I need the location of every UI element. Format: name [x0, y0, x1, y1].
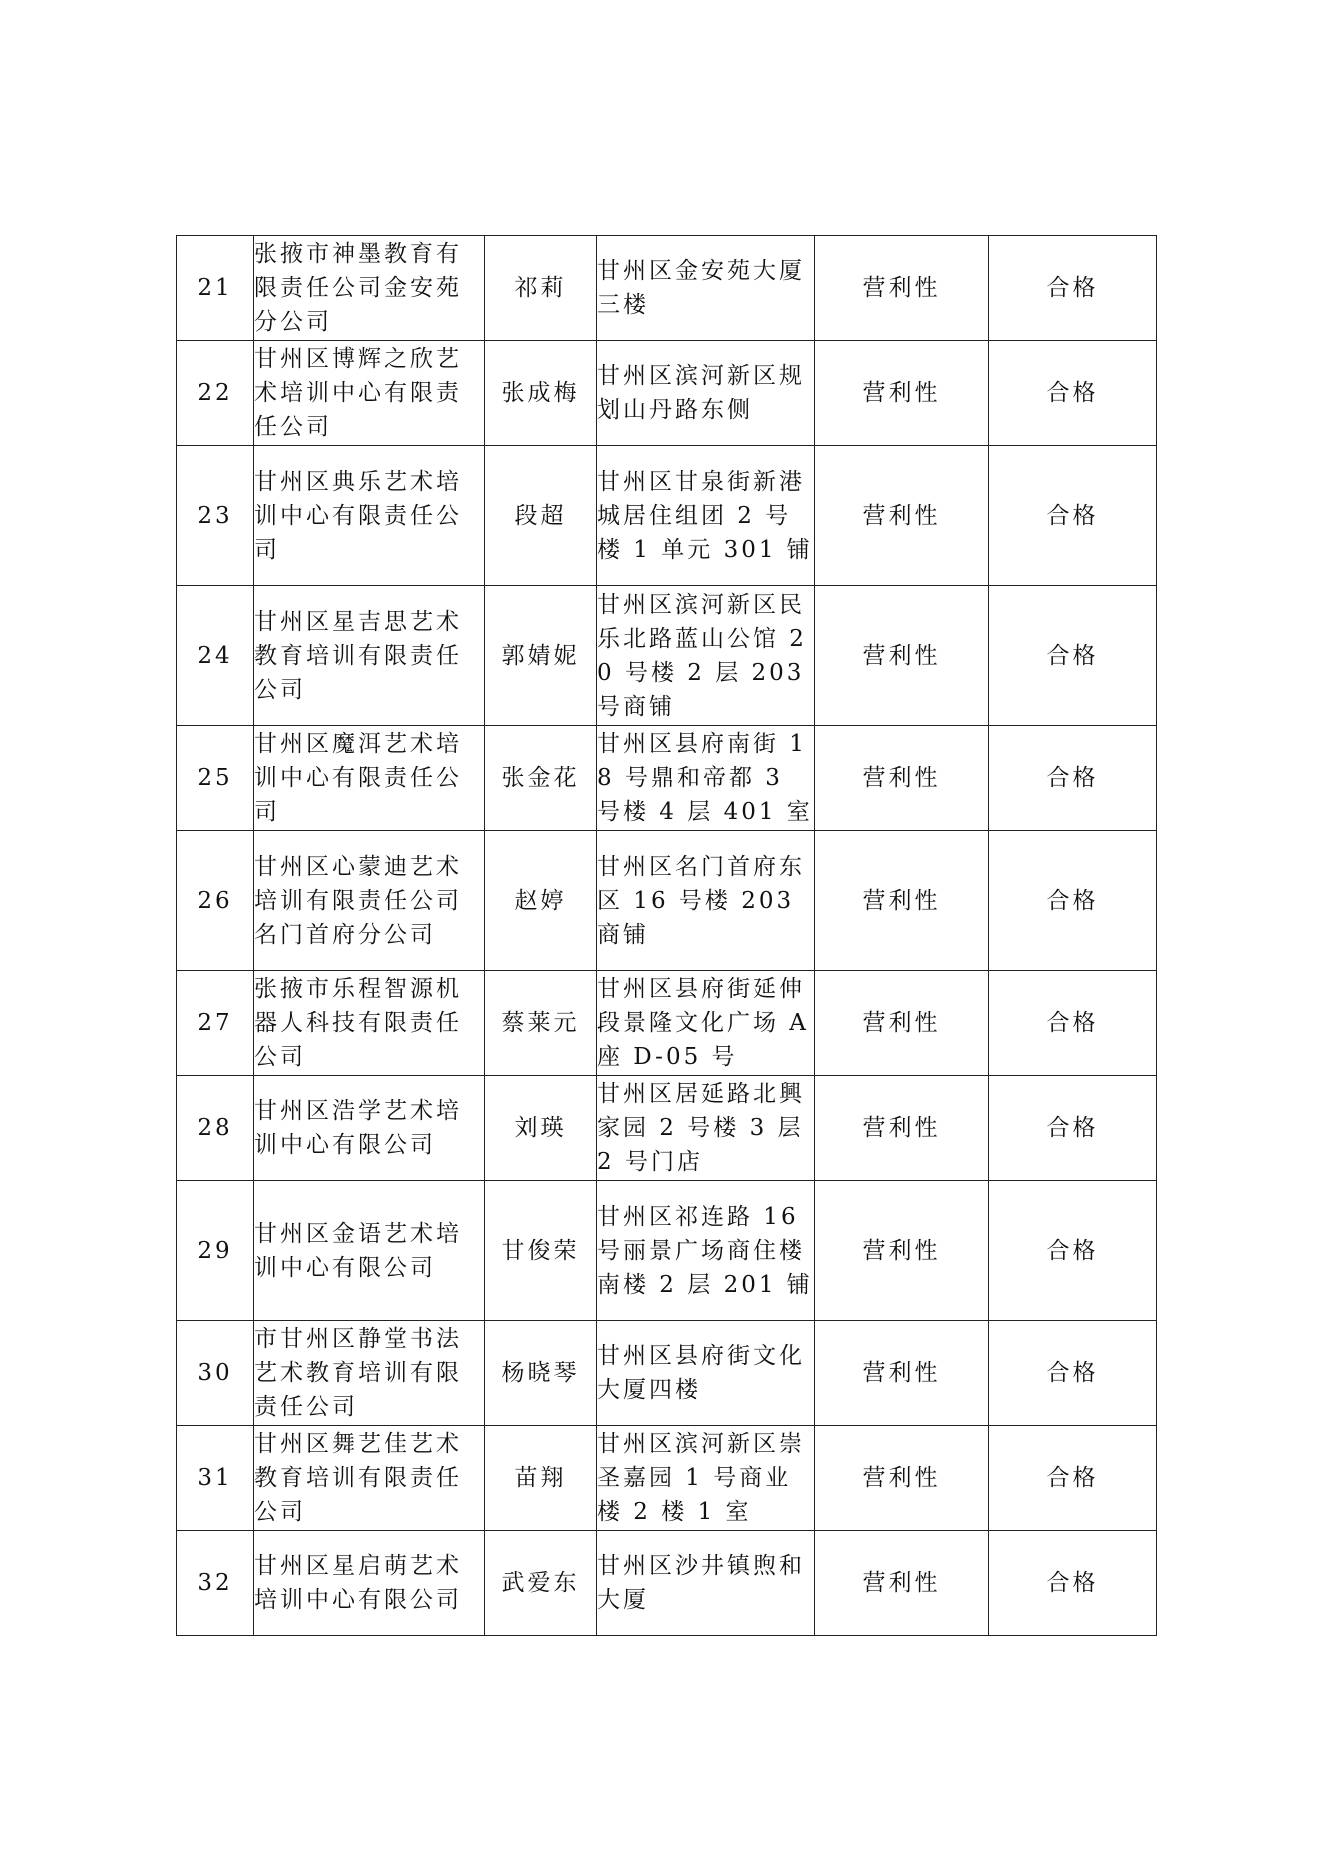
table-row [177, 236, 1157, 341]
legal-representative: 苗翔 [485, 1426, 597, 1531]
inspection-result: 合格 [989, 1426, 1157, 1531]
institution-type: 营利性 [815, 1181, 989, 1321]
institution-address: 甘州区祁连路 16 号丽景广场商住楼南楼 2 层 201 铺 [597, 1181, 815, 1321]
row-number: 23 [177, 446, 254, 586]
institution-name: 甘州区星启萌艺术培训中心有限公司 [254, 1531, 485, 1636]
institution-name: 张掖市神墨教育有限责任公司金安苑分公司 [254, 236, 485, 341]
institution-name: 甘州区星吉思艺术教育培训有限责任公司 [254, 586, 485, 726]
inspection-result: 合格 [989, 1321, 1157, 1426]
table-row [177, 1321, 1157, 1426]
institution-address: 甘州区滨河新区民乐北路蓝山公馆 20 号楼 2 层 203 号商铺 [597, 586, 815, 726]
institution-name: 甘州区浩学艺术培训中心有限公司 [254, 1076, 485, 1181]
inspection-result: 合格 [989, 341, 1157, 446]
institution-address: 甘州区沙井镇煦和大厦 [597, 1531, 815, 1636]
legal-representative: 祁莉 [485, 236, 597, 341]
institution-type: 营利性 [815, 971, 989, 1076]
institution-name: 甘州区心蒙迪艺术培训有限责任公司名门首府分公司 [254, 831, 485, 971]
legal-representative: 张成梅 [485, 341, 597, 446]
row-number: 31 [177, 1426, 254, 1531]
table-row [177, 1426, 1157, 1531]
institution-type: 营利性 [815, 236, 989, 341]
legal-representative: 武爱东 [485, 1531, 597, 1636]
legal-representative: 刘瑛 [485, 1076, 597, 1181]
table-row [177, 831, 1157, 971]
institution-address: 甘州区名门首府东区 16 号楼 203 商铺 [597, 831, 815, 971]
institution-type: 营利性 [815, 726, 989, 831]
row-number: 21 [177, 236, 254, 341]
row-number: 28 [177, 1076, 254, 1181]
legal-representative: 郭婧妮 [485, 586, 597, 726]
row-number: 24 [177, 586, 254, 726]
institution-address: 甘州区居延路北興家园 2 号楼 3 层 2 号门店 [597, 1076, 815, 1181]
institution-address: 甘州区滨河新区崇圣嘉园 1 号商业楼 2 楼 1 室 [597, 1426, 815, 1531]
institution-type: 营利性 [815, 1426, 989, 1531]
legal-representative: 段超 [485, 446, 597, 586]
inspection-result: 合格 [989, 971, 1157, 1076]
table-row [177, 341, 1157, 446]
legal-representative: 杨晓琴 [485, 1321, 597, 1426]
table-row [177, 1181, 1157, 1321]
legal-representative: 甘俊荣 [485, 1181, 597, 1321]
institution-type: 营利性 [815, 446, 989, 586]
table-row [177, 726, 1157, 831]
institution-name: 甘州区金语艺术培训中心有限公司 [254, 1181, 485, 1321]
table-row [177, 586, 1157, 726]
row-number: 25 [177, 726, 254, 831]
row-number: 30 [177, 1321, 254, 1426]
legal-representative: 赵婷 [485, 831, 597, 971]
inspection-result: 合格 [989, 726, 1157, 831]
institution-name: 张掖市乐程智源机器人科技有限责任公司 [254, 971, 485, 1076]
row-number: 32 [177, 1531, 254, 1636]
institution-type: 营利性 [815, 1321, 989, 1426]
institution-name: 甘州区舞艺佳艺术教育培训有限责任公司 [254, 1426, 485, 1531]
institution-name: 甘州区典乐艺术培训中心有限责任公司 [254, 446, 485, 586]
institution-name: 甘州区魔洱艺术培训中心有限责任公司 [254, 726, 485, 831]
legal-representative: 张金花 [485, 726, 597, 831]
inspection-result: 合格 [989, 831, 1157, 971]
table-row [177, 446, 1157, 586]
institution-table [176, 235, 1157, 1636]
institution-address: 甘州区滨河新区规划山丹路东侧 [597, 341, 815, 446]
inspection-result: 合格 [989, 1076, 1157, 1181]
institution-address: 甘州区甘泉街新港城居住组团 2 号楼 1 单元 301 铺 [597, 446, 815, 586]
institution-address: 甘州区县府街延伸段景隆文化广场 A 座 D-05 号 [597, 971, 815, 1076]
institution-type: 营利性 [815, 831, 989, 971]
inspection-result: 合格 [989, 1531, 1157, 1636]
institution-address: 甘州区县府南街 18 号鼎和帝都 3 号楼 4 层 401 室 [597, 726, 815, 831]
legal-representative: 蔡莱元 [485, 971, 597, 1076]
table-row [177, 1076, 1157, 1181]
inspection-result: 合格 [989, 236, 1157, 341]
table-row [177, 971, 1157, 1076]
table-body [177, 236, 1157, 1636]
institution-type: 营利性 [815, 1531, 989, 1636]
row-number: 22 [177, 341, 254, 446]
institution-name: 甘州区博辉之欣艺术培训中心有限责任公司 [254, 341, 485, 446]
institution-type: 营利性 [815, 1076, 989, 1181]
inspection-result: 合格 [989, 1181, 1157, 1321]
institution-address: 甘州区县府街文化大厦四楼 [597, 1321, 815, 1426]
institution-address: 甘州区金安苑大厦三楼 [597, 236, 815, 341]
row-number: 29 [177, 1181, 254, 1321]
row-number: 26 [177, 831, 254, 971]
inspection-result: 合格 [989, 446, 1157, 586]
table-row [177, 1531, 1157, 1636]
inspection-result: 合格 [989, 586, 1157, 726]
institution-name: 市甘州区静堂书法艺术教育培训有限责任公司 [254, 1321, 485, 1426]
institution-type: 营利性 [815, 341, 989, 446]
institution-type: 营利性 [815, 586, 989, 726]
row-number: 27 [177, 971, 254, 1076]
